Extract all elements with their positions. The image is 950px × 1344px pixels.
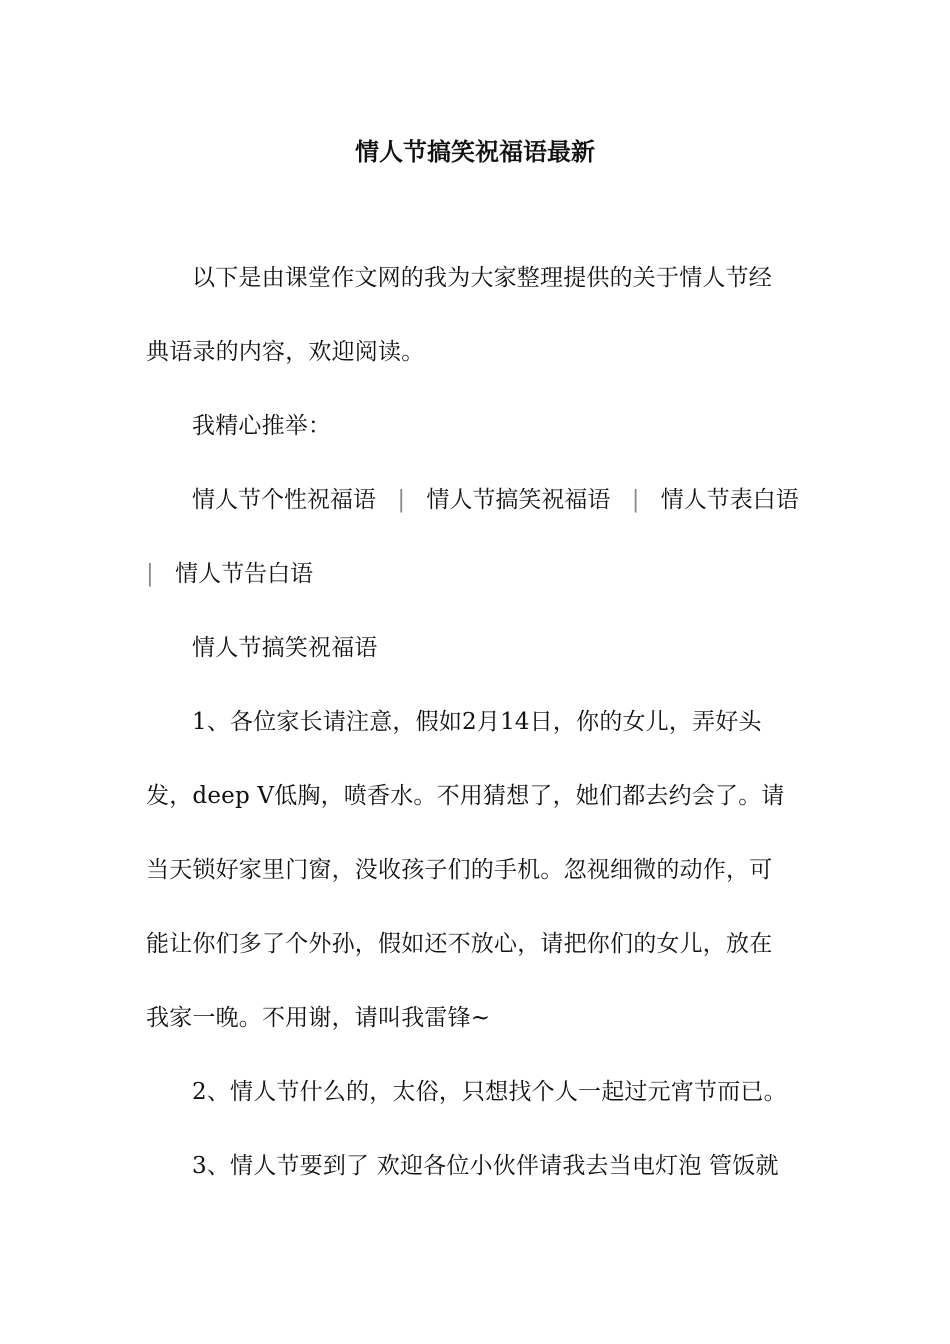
link-separator: | <box>631 487 640 513</box>
link-separator: | <box>397 487 406 513</box>
document-title: 情人节搞笑祝福语最新 <box>355 138 595 166</box>
section-heading: 情人节搞笑祝福语 <box>192 635 378 661</box>
item-3-line-1: 3、情人节要到了 欢迎各位小伙伴请我去当电灯泡 管饭就 <box>192 1153 779 1179</box>
item-1-line-4: 能让你们多了个外孙，假如还不放心，请把你们的女儿，放在 <box>146 931 773 957</box>
link-funny-wishes[interactable]: 情人节搞笑祝福语 <box>426 487 611 513</box>
item-1-line-1: 1、各位家长请注意，假如2月14日，你的女儿，弄好头 <box>192 709 762 735</box>
link-love-confession[interactable]: 情人节告白语 <box>175 561 314 587</box>
item-1-line-3: 当天锁好家里门窗，没收孩子们的手机。忽视细微的动作，可 <box>146 857 773 883</box>
recommend-links-row-2 <box>146 554 313 594</box>
recommend-links-row <box>192 480 799 520</box>
item-1-line-2: 发，deep V低胸，喷香水。不用猜想了，她们都去约会了。请 <box>146 783 785 809</box>
recommend-heading: 我精心推举： <box>192 413 332 439</box>
link-separator: | <box>146 561 154 587</box>
link-personal-wishes[interactable]: 情人节个性祝福语 <box>192 487 376 513</box>
paragraph-intro-line-1: 以下是由课堂作文网的我为大家整理提供的关于情人节经 <box>192 265 772 291</box>
paragraph-intro-line-2: 典语录的内容，欢迎阅读。 <box>146 339 425 365</box>
item-1-line-5: 我家一晚。不用谢，请叫我雷锋~ <box>146 1005 491 1031</box>
link-confession-words[interactable]: 情人节表白语 <box>660 487 799 513</box>
item-2-line-1: 2、情人节什么的，太俗，只想找个人一起过元宵节而已。 <box>192 1079 787 1105</box>
